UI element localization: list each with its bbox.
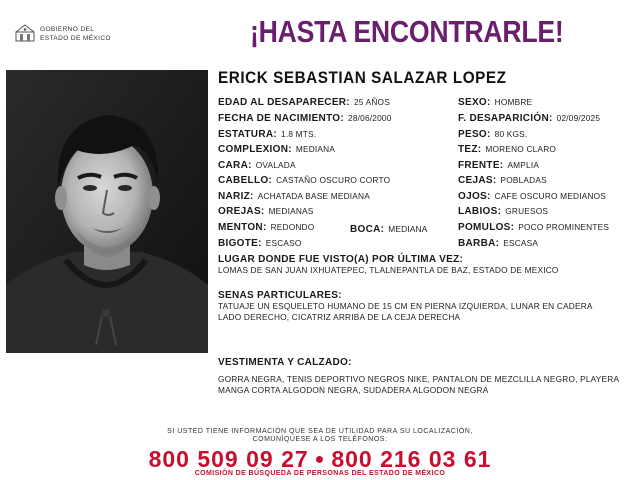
field-value: OVALADA: [255, 160, 296, 170]
contact-info-line1: SI USTED TIENE INFORMACIÓN QUE SEA DE UTILIDAD PARA SU LOCALIZACIÓN,: [167, 428, 473, 435]
last-seen-label: LUGAR DONDE FUE VISTO(A) POR ÚLTIMA VEZ:: [218, 254, 464, 265]
headline: ¡HASTA ENCONTRARLE!: [250, 14, 564, 49]
field-boca: [350, 222, 427, 236]
contact-info-line2: COMUNÍQUESE A LOS TELÉFONOS:: [252, 436, 388, 443]
field-label: COMPLEXION:: [218, 144, 292, 155]
logo-text-line2: ESTADO DE MÉXICO: [40, 35, 111, 42]
field-label: LABIOS:: [458, 206, 502, 217]
field-labios: [458, 204, 548, 218]
field-label: POMULOS:: [458, 222, 515, 233]
field-label: TEZ:: [458, 144, 482, 155]
field-label: SEXO:: [458, 97, 491, 108]
field-value: CAFE OSCURO MEDIANOS: [494, 191, 607, 201]
field-value: 02/09/2025: [556, 113, 601, 123]
field-label: OJOS:: [458, 191, 491, 202]
clothing-label: VESTIMENTA Y CALZADO:: [218, 357, 352, 368]
field-sexo: [458, 95, 532, 109]
field-value: GRUESOS: [505, 206, 549, 216]
field-value: ESCASA: [503, 238, 539, 248]
person-name: ERICK SEBASTIAN SALAZAR LOPEZ: [218, 68, 507, 87]
field-value: POBLADAS: [500, 175, 547, 185]
field-frente: [458, 158, 539, 172]
field-label: CARA:: [218, 160, 252, 171]
field-label: BARBA:: [458, 238, 500, 249]
field-bigote: [218, 236, 302, 250]
field-label: CEJAS:: [458, 175, 497, 186]
field-label: NARIZ:: [218, 191, 254, 202]
field-value: MEDIANAS: [268, 206, 314, 216]
field-value: 80 KGS.: [494, 129, 528, 139]
person-photo: [6, 70, 208, 353]
state-emblem-icon: [14, 23, 36, 43]
field-value: ACHATADA BASE MEDIANA: [257, 191, 370, 201]
field-label: BIGOTE:: [218, 238, 262, 249]
logo-text-line1: GOBIERNO DEL: [40, 26, 95, 33]
field-value: 28/06/2000: [348, 113, 392, 123]
field-label: FRENTE:: [458, 160, 504, 171]
clothing-value: GORRA NEGRA, TENIS DEPORTIVO NEGROS NIKE, PANTALON DE MEZCLILLA NEGRO, PLAYERA MANGA CORTA ALGODON NEGRA, SUDADERA ALGODON NEGRA: [218, 374, 619, 395]
field-value: POCO PROMINENTES: [518, 222, 610, 232]
field-orejas: [218, 204, 314, 218]
field-label: F. DESAPARICIÓN:: [458, 113, 553, 124]
field-value: 1.8 MTS.: [281, 129, 317, 139]
phone-numbers: [0, 446, 640, 473]
field-label: MENTON:: [218, 222, 267, 233]
field-value: CASTAÑO OSCURO CORTO: [276, 175, 391, 185]
field-cejas: [458, 173, 547, 187]
field-ojos: [458, 189, 606, 203]
phone-number-2: 800 216 03 61: [331, 446, 492, 472]
field-label: EDAD AL DESAPARECER:: [218, 97, 350, 108]
field-label: CABELLO:: [218, 175, 273, 186]
field-cara: [218, 158, 296, 172]
gobierno-edomex-logo: [14, 22, 154, 46]
field-value: AMPLIA: [507, 160, 540, 170]
bullet-dot-icon: ●: [314, 451, 326, 468]
field-value: ESCASO: [265, 238, 302, 248]
field-value: MEDIANA: [295, 144, 336, 154]
field-edad: [218, 95, 390, 109]
field-value: HOMBRE: [494, 97, 533, 107]
field-value: 25 AÑOS: [353, 97, 390, 107]
field-estatura: [218, 127, 316, 141]
field-label: BOCA:: [350, 224, 385, 235]
field-complexion: [218, 142, 335, 156]
field-menton: [218, 220, 314, 234]
field-value: MORENO CLARO: [485, 144, 557, 154]
field-f-desaparicion: [458, 111, 600, 125]
last-seen-value: LOMAS DE SAN JUAN IXHUATEPEC, TLALNEPANTLA DE BAZ, ESTADO DE MEXICO: [218, 265, 559, 275]
footer-commission: COMISIÓN DE BÚSQUEDA DE PERSONAS DEL ESTADO DE MÉXICO: [194, 470, 446, 477]
field-value: REDONDO: [270, 222, 315, 232]
field-barba: [458, 236, 538, 250]
field-fecha-nacimiento: [218, 111, 392, 125]
field-label: ESTATURA:: [218, 129, 277, 140]
field-label: FECHA DE NACIMIENTO:: [218, 113, 344, 124]
marks-label: SENAS PARTICULARES:: [218, 290, 342, 301]
field-tez: [458, 142, 556, 156]
field-cabello: [218, 173, 390, 187]
phone-number-1: 800 509 09 27: [148, 446, 309, 472]
field-value: MEDIANA: [388, 224, 428, 234]
field-peso: [458, 127, 527, 141]
field-pomulos: [458, 220, 609, 234]
field-nariz: [218, 189, 370, 203]
marks-value: TATUAJE UN ESQUELETO HUMANO DE 15 CM EN PIERNA IZQUIERDA, LUNAR EN CADERA LADO DERECHO, CICATRIZ ARRIBA DE LA CEJA DERECHA: [218, 301, 593, 322]
field-label: OREJAS:: [218, 206, 265, 217]
field-label: PESO:: [458, 129, 491, 140]
